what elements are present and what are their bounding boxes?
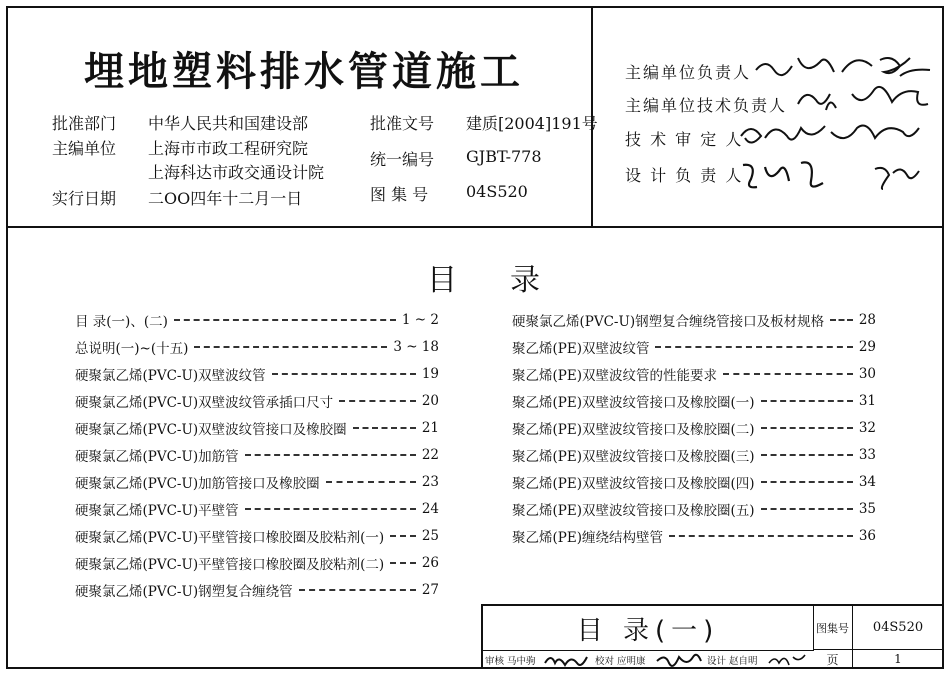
toc-entry-label: 聚乙烯(PE)双壁波纹管接口及橡胶圈(五) xyxy=(512,503,755,519)
title-block-title: 目 录(一) xyxy=(483,606,814,651)
toc-entry-page: 32 xyxy=(858,420,876,436)
leader-line xyxy=(353,427,416,429)
toc-entry-page: 28 xyxy=(858,312,876,328)
review-label: 审核 xyxy=(485,655,505,667)
leader-line xyxy=(761,481,853,483)
unified-no-label: 统一编号 xyxy=(370,150,435,169)
toc-entry-page: 26 xyxy=(421,555,439,571)
leader-line xyxy=(245,454,416,456)
toc-right-row-5[interactable] xyxy=(512,417,876,439)
toc-entry-page: 33 xyxy=(858,447,876,463)
toc-entry-label: 硬聚氯乙烯(PVC-U)平壁管接口橡胶圈及胶粘剂(一) xyxy=(75,530,385,546)
leader-line xyxy=(174,319,396,321)
toc-entry-label: 聚乙烯(PE)双壁波纹管接口及橡胶圈(一) xyxy=(512,395,755,411)
toc-left-row-9[interactable] xyxy=(75,525,439,547)
leader-line xyxy=(761,400,853,402)
toc-entry-page: 31 xyxy=(858,393,876,409)
signature-label-chief-unit: 主编单位负责人 xyxy=(625,63,752,82)
leader-line xyxy=(339,400,416,402)
toc-right-row-3[interactable] xyxy=(512,363,876,385)
toc-left-row-5[interactable] xyxy=(75,417,439,439)
leader-line xyxy=(830,319,853,321)
toc-entry-page: 27 xyxy=(421,582,439,598)
leader-line xyxy=(761,427,853,429)
handwritten-signature-2 xyxy=(790,82,940,116)
proof-label: 校对 xyxy=(595,655,615,667)
leader-line xyxy=(194,346,387,348)
toc-entry-label: 聚乙烯(PE)缠绕结构壁管 xyxy=(512,530,663,546)
toc-entry-page: 30 xyxy=(858,366,876,382)
toc-entry-label: 目 录(一)、(二) xyxy=(75,314,168,330)
toc-entry-page: 1 ~ 2 xyxy=(401,312,439,328)
approval-dept-label: 批准部门 xyxy=(52,114,117,133)
toc-entry-page: 3 ~ 18 xyxy=(393,339,439,355)
toc-right-row-8[interactable] xyxy=(512,498,876,520)
toc-left-row-6[interactable] xyxy=(75,444,439,466)
toc-right-row-2[interactable] xyxy=(512,336,876,358)
toc-entry-page: 22 xyxy=(421,447,439,463)
review-name: 马中驹 xyxy=(507,655,536,667)
toc-right-row-9[interactable] xyxy=(512,525,876,547)
leader-line xyxy=(761,454,853,456)
toc-right-row-6[interactable] xyxy=(512,444,876,466)
toc-left-row-4[interactable] xyxy=(75,390,439,412)
toc-entry-page: 35 xyxy=(858,501,876,517)
toc-left-row-3[interactable] xyxy=(75,363,439,385)
editor-unit-value-1: 上海市市政工程研究院 xyxy=(148,139,309,158)
proof-signature xyxy=(655,651,703,668)
page-label: 页 xyxy=(813,650,853,669)
toc-entry-label: 聚乙烯(PE)双壁波纹管的性能要求 xyxy=(512,368,717,384)
toc-left-row-1[interactable] xyxy=(75,309,439,331)
leader-line xyxy=(326,481,416,483)
toc-left-row-8[interactable] xyxy=(75,498,439,520)
signature-label-tech-review: 技 术 审 定 人 xyxy=(625,130,744,149)
toc-entry-label: 硬聚氯乙烯(PVC-U)加筋管 xyxy=(75,449,239,465)
toc-entry-label: 硬聚氯乙烯(PVC-U)双壁波纹管 xyxy=(75,368,266,384)
handwritten-signature-4 xyxy=(735,155,935,195)
toc-right-row-1[interactable] xyxy=(512,309,876,331)
approval-dept-value: 中华人民共和国建设部 xyxy=(148,114,309,133)
leader-line xyxy=(669,535,853,537)
toc-left-row-11[interactable] xyxy=(75,579,439,601)
design-signature xyxy=(767,651,811,668)
signature-label-tech-chief: 主编单位技术负责人 xyxy=(625,96,788,115)
atlas-no-value: 04S520 xyxy=(466,182,528,201)
signature-label-design-chief: 设 计 负 责 人 xyxy=(625,166,744,185)
page-number: 1 xyxy=(853,650,944,669)
approval-no-label: 批准文号 xyxy=(370,114,435,133)
leader-line xyxy=(723,373,853,375)
toc-entry-page: 21 xyxy=(421,420,439,436)
toc-entry-label: 总说明(一)~(十五) xyxy=(75,341,189,357)
effective-date-label: 实行日期 xyxy=(52,189,117,208)
leader-line xyxy=(272,373,416,375)
toc-entry-label: 硬聚氯乙烯(PVC-U)双壁波纹管承插口尺寸 xyxy=(75,395,334,411)
toc-entry-page: 23 xyxy=(421,474,439,490)
design-label: 设计 xyxy=(707,655,727,667)
toc-entry-label: 硬聚氯乙烯(PVC-U)钢塑复合缠绕管接口及板材规格 xyxy=(512,314,825,330)
unified-no-value: GJBT-778 xyxy=(466,147,542,166)
toc-right-row-7[interactable] xyxy=(512,471,876,493)
atlas-no-label: 图 集 号 xyxy=(370,185,429,204)
toc-entry-page: 36 xyxy=(858,528,876,544)
toc-entry-label: 硬聚氯乙烯(PVC-U)加筋管接口及橡胶圈 xyxy=(75,476,320,492)
toc-left-row-2[interactable] xyxy=(75,336,439,358)
toc-left-row-10[interactable] xyxy=(75,552,439,574)
toc-entry-label: 硬聚氯乙烯(PVC-U)双壁波纹管接口及橡胶圈 xyxy=(75,422,347,438)
leader-line xyxy=(761,508,853,510)
title-block xyxy=(481,604,944,669)
toc-entry-label: 聚乙烯(PE)双壁波纹管 xyxy=(512,341,650,357)
atlas-number-value: 04S520 xyxy=(853,606,944,650)
leader-line xyxy=(655,346,852,348)
toc-right-row-4[interactable] xyxy=(512,390,876,412)
toc-title-char-2: 录 xyxy=(510,263,540,298)
approval-no-value: 建质[2004]191号 xyxy=(466,114,598,133)
editor-unit-value-2: 上海科达市政交通设计院 xyxy=(148,163,325,182)
effective-date-value: 二OO四年十二月一日 xyxy=(148,189,303,208)
toc-entry-page: 34 xyxy=(858,474,876,490)
toc-entry-page: 24 xyxy=(421,501,439,517)
atlas-number-label: 图集号 xyxy=(813,606,853,650)
toc-entry-page: 25 xyxy=(421,528,439,544)
atlas-title: 埋地塑料排水管道施工 xyxy=(84,49,524,95)
handwritten-signature-3 xyxy=(735,118,935,152)
toc-left-row-7[interactable] xyxy=(75,471,439,493)
editor-unit-label: 主编单位 xyxy=(52,139,117,158)
toc-title-char-1: 目 xyxy=(427,263,457,298)
toc-entry-label: 聚乙烯(PE)双壁波纹管接口及橡胶圈(二) xyxy=(512,422,755,438)
toc-entry-page: 29 xyxy=(858,339,876,355)
toc-entry-label: 硬聚氯乙烯(PVC-U)平壁管接口橡胶圈及胶粘剂(二) xyxy=(75,557,385,573)
toc-entry-label: 聚乙烯(PE)双壁波纹管接口及橡胶圈(四) xyxy=(512,476,755,492)
toc-entry-label: 聚乙烯(PE)双壁波纹管接口及橡胶圈(三) xyxy=(512,449,755,465)
header-divider xyxy=(6,226,944,228)
leader-line xyxy=(299,589,416,591)
leader-line xyxy=(390,562,416,564)
handwritten-signature-1 xyxy=(750,50,940,82)
toc-entry-page: 20 xyxy=(421,393,439,409)
toc-entry-label: 硬聚氯乙烯(PVC-U)钢塑复合缠绕管 xyxy=(75,584,293,600)
leader-line xyxy=(390,535,416,537)
leader-line xyxy=(245,508,416,510)
proof-name: 应明康 xyxy=(617,655,646,667)
review-signature xyxy=(543,651,591,668)
design-name: 赵自明 xyxy=(729,655,758,667)
toc-entry-page: 19 xyxy=(421,366,439,382)
toc-entry-label: 硬聚氯乙烯(PVC-U)平壁管 xyxy=(75,503,239,519)
